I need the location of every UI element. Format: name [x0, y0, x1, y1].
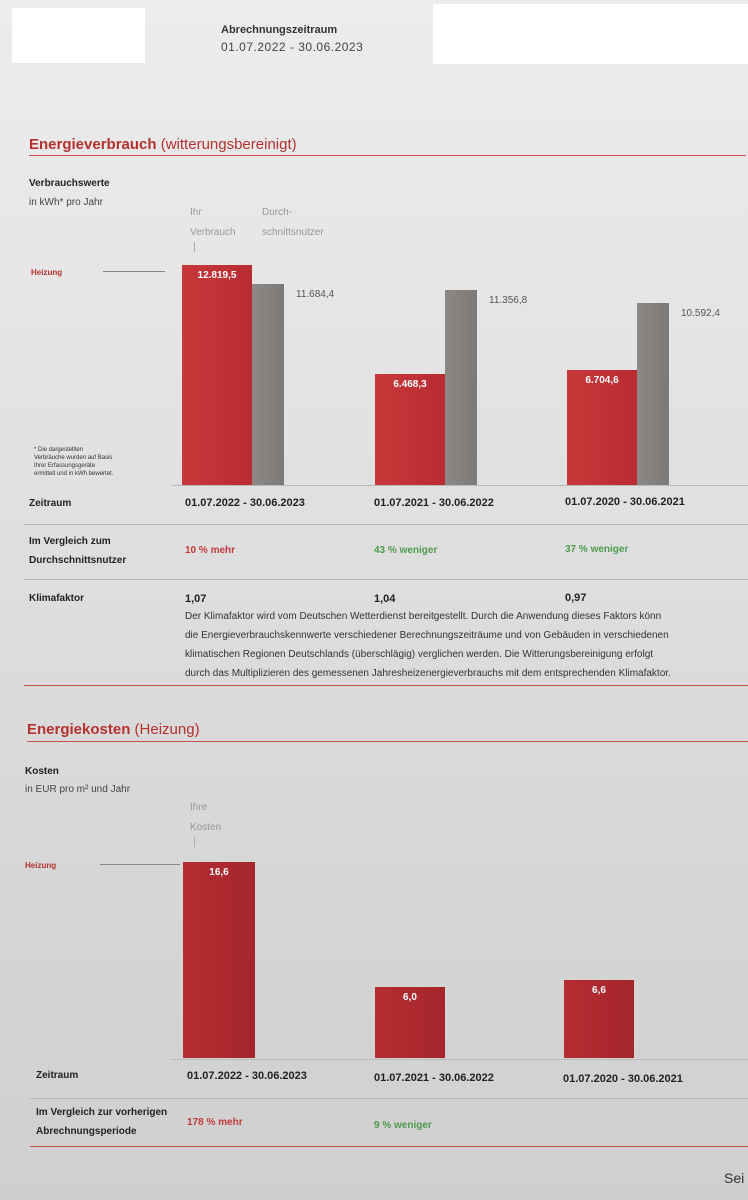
- bar-average-label-3: 10.592,4: [681, 308, 720, 319]
- costs-values-label: Kosten: [25, 766, 59, 777]
- legend-own-costs: Ihre Kosten: [190, 802, 222, 833]
- legend-costs-tick: [194, 837, 195, 847]
- energy-title-rule: [29, 155, 746, 156]
- energy-comparison-label: Im Vergleich zum Durchschnittsnutzer: [29, 536, 127, 566]
- costs-unit: in EUR pro m² und Jahr: [25, 784, 131, 795]
- energy-comparison-rule: [24, 579, 748, 580]
- bar-own-label-3: 6,6: [592, 985, 606, 996]
- energy-comparison-1: 10 % mehr: [185, 545, 236, 556]
- bar-own-3: [567, 370, 637, 485]
- bar-average-label-2: 11.356,8: [489, 295, 528, 306]
- klima-label: Klimafaktor: [29, 593, 85, 604]
- bar-own-label-1: 16,6: [209, 867, 229, 878]
- energy-period-rule: [24, 524, 748, 525]
- klima-value-1: 1,07: [185, 593, 207, 605]
- costs-category-heizung: Heizung: [25, 861, 57, 870]
- energy-section-title: [29, 136, 297, 153]
- costs-period-row-label: Zeitraum: [36, 1070, 79, 1081]
- billing-period-label: Abrechnungszeitraum: [221, 24, 338, 36]
- costs-period-2: 01.07.2021 - 30.06.2022: [374, 1072, 494, 1084]
- energy-subtitle: (witterungsbereinigt): [160, 136, 297, 153]
- energy-values-label: Verbrauchswerte: [29, 178, 110, 189]
- klima-description: Der Klimafaktor wird vom Deutschen Wetterdienst bereitgestellt. Durch die Anwendung dieses Faktors könn die Energieverbrauchskennwerte verschiedener Berechnungszeiträume und von Gebäuden in verschiedenen klimatischen Regionen Deutschlands (überschlägig) verglichen werden. Die Witterungsbereinigung erfolgt durch das Multiplizieren des gemessenen Jahresheizenergieverbrauchs mit dem entsprechenden Klimafaktor.: [185, 611, 671, 679]
- billing-period-range: 01.07.2022 - 30.06.2023: [221, 40, 364, 54]
- costs-category-line: [100, 864, 180, 865]
- costs-comparison-label: Im Vergleich zur vorherigen Abrechnungsperiode: [36, 1107, 168, 1137]
- redacted-block-right: [433, 4, 748, 64]
- bar-own-label-1: 12.819,5: [197, 270, 237, 281]
- costs-period-rule: [30, 1098, 748, 1099]
- costs-period-3: 01.07.2020 - 30.06.2021: [563, 1073, 683, 1085]
- costs-title: Energiekosten: [27, 721, 131, 738]
- energy-period-row-label: Zeitraum: [29, 498, 72, 509]
- energy-category-line: [103, 271, 165, 272]
- costs-comparison-2: 9 % weniger: [374, 1120, 432, 1131]
- energy-footnote: * Die dargestellten Verbräuche wurden auf Basis Ihrer Erfassungsgeräte ermittelt und in kWh bewertet.: [34, 447, 114, 477]
- energy-title: Energieverbrauch: [29, 136, 157, 153]
- page-number-fragment: Sei: [724, 1170, 745, 1186]
- legend-own-tick: [194, 242, 195, 252]
- energy-section-end-rule: [24, 685, 748, 686]
- legend-own-consumption: Ihr Verbrauch: [190, 207, 236, 238]
- energy-comparison-3: 37 % weniger: [565, 544, 629, 555]
- bar-own-label-2: 6.468,3: [393, 379, 427, 390]
- energy-period-1: 01.07.2022 - 30.06.2023: [185, 497, 305, 509]
- bar-own-label-3: 6.704,6: [585, 375, 619, 386]
- bar-own-1: [182, 265, 252, 485]
- redacted-block-left: [12, 8, 145, 63]
- bar-average-3: [637, 303, 669, 485]
- energy-period-2: 01.07.2021 - 30.06.2022: [374, 497, 494, 509]
- bar-own-1: [183, 862, 255, 1058]
- legend-average-user: Durch- schnittsnutzer: [262, 207, 324, 238]
- klima-value-2: 1,04: [374, 593, 396, 605]
- costs-section-title: [27, 721, 200, 738]
- energy-unit: in kWh* pro Jahr: [29, 197, 103, 208]
- bar-own-2: [375, 374, 445, 485]
- energy-category-heizung: Heizung: [31, 268, 63, 277]
- costs-comparison-1: 178 % mehr: [187, 1117, 243, 1128]
- costs-subtitle: (Heizung): [134, 721, 200, 738]
- klima-value-3: 0,97: [565, 592, 587, 604]
- bar-average-label-1: 11.684,4: [296, 289, 335, 300]
- costs-title-rule: [27, 741, 748, 742]
- energy-chart-baseline: [172, 485, 748, 486]
- costs-section-end-rule: [30, 1146, 748, 1147]
- bar-average-2: [445, 290, 477, 485]
- bar-average-1: [252, 284, 284, 485]
- costs-period-1: 01.07.2022 - 30.06.2023: [187, 1070, 307, 1082]
- bar-own-label-2: 6,0: [403, 992, 417, 1003]
- costs-chart-baseline: [172, 1059, 748, 1060]
- energy-period-3: 01.07.2020 - 30.06.2021: [565, 496, 685, 508]
- energy-comparison-2: 43 % weniger: [374, 545, 438, 556]
